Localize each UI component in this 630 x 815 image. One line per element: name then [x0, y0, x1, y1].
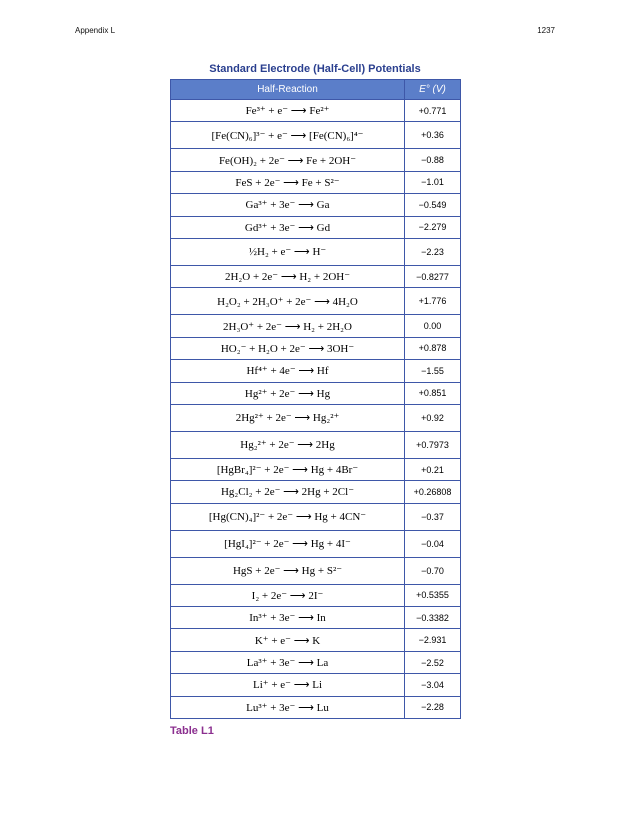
table-row [171, 584, 461, 606]
half-reaction-cell: 2H₃O⁺ + 2e⁻ ⟶ H₂ + 2H₂O [171, 315, 405, 337]
half-reaction-cell: K⁺ + e⁻ ⟶ K [171, 629, 405, 651]
table-row [171, 337, 461, 359]
potential-cell: −2.931 [405, 629, 461, 651]
table-caption: Table L1 [170, 725, 214, 737]
potential-cell: −2.279 [405, 216, 461, 238]
table-row [171, 629, 461, 651]
potential-cell: +0.851 [405, 382, 461, 404]
half-reaction-cell: [HgI₄]²⁻ + 2e⁻ ⟶ Hg + 4I⁻ [171, 530, 405, 557]
column-header-reaction: Half-Reaction [171, 80, 405, 100]
potential-cell: −2.28 [405, 696, 461, 718]
potential-cell: −0.549 [405, 194, 461, 216]
column-header-potential [405, 80, 461, 100]
half-reaction-cell: In³⁺ + 3e⁻ ⟶ In [171, 607, 405, 629]
half-reaction-cell: 2H₂O + 2e⁻ ⟶ H₂ + 2OH⁻ [171, 265, 405, 287]
potential-cell: −2.52 [405, 651, 461, 673]
half-reaction-cell: Lu³⁺ + 3e⁻ ⟶ Lu [171, 696, 405, 718]
half-reaction-cell: HgS + 2e⁻ ⟶ Hg + S²⁻ [171, 557, 405, 584]
half-reaction-cell: [HgBr₄]²⁻ + 2e⁻ ⟶ Hg + 4Br⁻ [171, 458, 405, 480]
table-row [171, 674, 461, 696]
potential-cell: −0.37 [405, 503, 461, 530]
potential-cell: −0.04 [405, 530, 461, 557]
half-reaction-cell: 2Hg²⁺ + 2e⁻ ⟶ Hg₂²⁺ [171, 404, 405, 431]
potential-cell: −1.55 [405, 360, 461, 382]
half-reaction-cell: H₂O₂ + 2H₃O⁺ + 2e⁻ ⟶ 4H₂O [171, 288, 405, 315]
table-row [171, 607, 461, 629]
table-row [171, 360, 461, 382]
table-row [171, 530, 461, 557]
potential-cell: −3.04 [405, 674, 461, 696]
table-row [171, 404, 461, 431]
table-row [171, 651, 461, 673]
potential-cell: −2.23 [405, 238, 461, 265]
table-row [171, 458, 461, 480]
table-row [171, 171, 461, 193]
table-row [171, 382, 461, 404]
half-reaction-cell: FeS + 2e⁻ ⟶ Fe + S²⁻ [171, 171, 405, 193]
table-row [171, 503, 461, 530]
potential-header-label: E° (V) [419, 84, 446, 95]
half-reaction-cell: Hg₂²⁺ + 2e⁻ ⟶ 2Hg [171, 431, 405, 458]
potential-cell: −0.8277 [405, 265, 461, 287]
half-reaction-cell: La³⁺ + 3e⁻ ⟶ La [171, 651, 405, 673]
table-row [171, 100, 461, 122]
half-reaction-cell: Hg²⁺ + 2e⁻ ⟶ Hg [171, 382, 405, 404]
potential-cell: +0.878 [405, 337, 461, 359]
potential-cell: +0.7973 [405, 431, 461, 458]
potential-cell: 0.00 [405, 315, 461, 337]
potential-cell: +0.36 [405, 122, 461, 149]
electrode-potentials-table [170, 79, 461, 719]
potential-cell: +0.771 [405, 100, 461, 122]
table-header-row [171, 80, 461, 100]
potential-cell: +0.26808 [405, 481, 461, 503]
potential-cell: +0.5355 [405, 584, 461, 606]
table-row [171, 194, 461, 216]
half-reaction-cell: [Fe(CN)₆]³⁻ + e⁻ ⟶ [Fe(CN)₆]⁴⁻ [171, 122, 405, 149]
half-reaction-cell: Ga³⁺ + 3e⁻ ⟶ Ga [171, 194, 405, 216]
half-reaction-cell: Gd³⁺ + 3e⁻ ⟶ Gd [171, 216, 405, 238]
table-row [171, 696, 461, 718]
table-row [171, 481, 461, 503]
potential-cell: +0.92 [405, 404, 461, 431]
table-row [171, 288, 461, 315]
half-reaction-cell: I₂ + 2e⁻ ⟶ 2I⁻ [171, 584, 405, 606]
table-row [171, 149, 461, 171]
table-row [171, 216, 461, 238]
half-reaction-cell: Hg₂Cl₂ + 2e⁻ ⟶ 2Hg + 2Cl⁻ [171, 481, 405, 503]
table-row [171, 557, 461, 584]
half-reaction-cell: Fe(OH)₂ + 2e⁻ ⟶ Fe + 2OH⁻ [171, 149, 405, 171]
table-row [171, 238, 461, 265]
table-row [171, 122, 461, 149]
potential-cell: −0.3382 [405, 607, 461, 629]
half-reaction-cell: Hf⁴⁺ + 4e⁻ ⟶ Hf [171, 360, 405, 382]
half-reaction-cell: Fe³⁺ + e⁻ ⟶ Fe²⁺ [171, 100, 405, 122]
half-reaction-cell: HO₂⁻ + H₂O + 2e⁻ ⟶ 3OH⁻ [171, 337, 405, 359]
table-title: Standard Electrode (Half-Cell) Potentials [209, 63, 421, 75]
half-reaction-cell: Li⁺ + e⁻ ⟶ Li [171, 674, 405, 696]
potential-cell: −1.01 [405, 171, 461, 193]
half-reaction-cell: ½H₂ + e⁻ ⟶ H⁻ [171, 238, 405, 265]
potential-cell: +0.21 [405, 458, 461, 480]
running-header-section: Appendix L [75, 26, 116, 35]
table-row [171, 265, 461, 287]
potential-cell: +1.776 [405, 288, 461, 315]
potential-cell: −0.88 [405, 149, 461, 171]
running-header-page-number: 1237 [537, 26, 555, 35]
table-row [171, 315, 461, 337]
table-row [171, 431, 461, 458]
potential-cell: −0.70 [405, 557, 461, 584]
half-reaction-cell: [Hg(CN)₄]²⁻ + 2e⁻ ⟶ Hg + 4CN⁻ [171, 503, 405, 530]
